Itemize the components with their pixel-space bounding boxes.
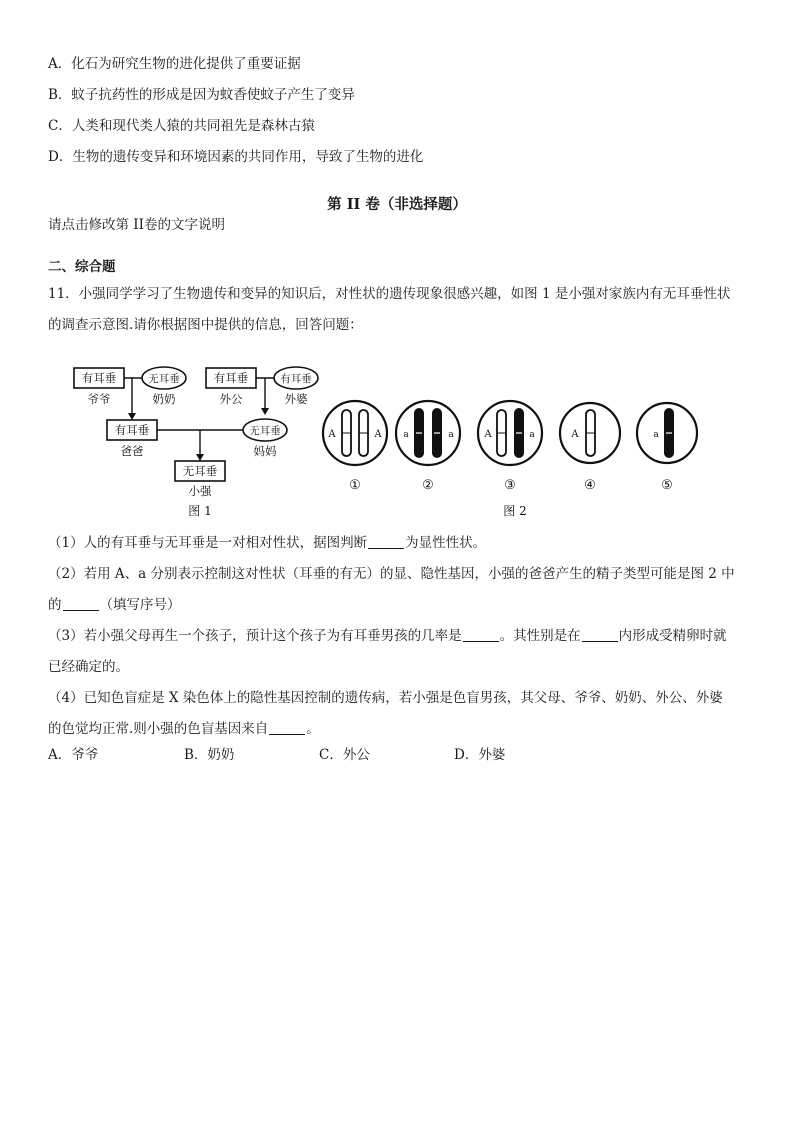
sub-question-2-line2: 的 （填写序号） xyxy=(48,597,181,613)
cell-2-gene-right: a xyxy=(448,430,454,440)
answer-blank-4[interactable] xyxy=(582,627,618,642)
child-label: 小强 xyxy=(188,484,212,498)
section-note: 请点击修改第 II卷的文字说明 xyxy=(48,217,225,233)
cell-3-gene-left: A xyxy=(484,429,492,440)
grandma-trait: 无耳垂 xyxy=(148,373,180,385)
choice-c[interactable]: C．外公 xyxy=(319,747,370,763)
option-b-prev: B．蚊子抗药性的形成是因为蚊香使蚊子产生了变异 xyxy=(48,87,355,103)
sub-question-3-line2: 已经确定的。 xyxy=(48,659,129,675)
mother-trait: 无耳垂 xyxy=(249,425,281,437)
q11-intro-line1: 11．小强同学学习了生物遗传和变异的知识后，对性状的遗传现象很感兴趣，如图 1 是小强对家族内有无耳垂性状 xyxy=(48,286,731,302)
father-label: 爸爸 xyxy=(120,444,144,458)
sub-question-4-line1: （4）已知色盲症是 X 染色体上的隐性基因控制的遗传病，若小强是色盲男孩，其父母、爷爷、奶奶、外公、外婆 xyxy=(48,690,723,706)
answer-blank-1[interactable] xyxy=(368,534,404,549)
choice-a[interactable]: A．爷爷 xyxy=(48,747,99,763)
option-c-prev: C．人类和现代类人猿的共同祖先是森林古猿 xyxy=(48,118,315,134)
figure1-caption: 图 1 xyxy=(188,504,212,518)
answer-blank-3[interactable] xyxy=(463,627,499,642)
choice-d[interactable]: D．外婆 xyxy=(454,747,506,763)
cell-5-gene: a xyxy=(653,430,659,440)
grandma-label: 奶奶 xyxy=(152,392,176,406)
cell-5-number: ⑤ xyxy=(661,478,673,493)
grandpa-trait: 有耳垂 xyxy=(81,371,117,385)
q11-intro-line2: 的调查示意图.请你根据图中提供的信息，回答问题： xyxy=(48,317,363,333)
cell-1-gene-right: A xyxy=(374,429,382,440)
cell-4-number: ④ xyxy=(584,478,596,493)
figure-area xyxy=(60,358,710,523)
answer-blank-5[interactable] xyxy=(269,720,305,735)
part-heading: 二、综合题 xyxy=(48,259,116,275)
sub-question-4-line2: 的色觉均正常.则小强的色盲基因来自 。 xyxy=(48,721,320,737)
figure2-caption: 图 2 xyxy=(503,504,527,518)
mother-label: 妈妈 xyxy=(253,444,277,458)
cell-3-gene-right: a xyxy=(529,430,535,440)
cell-4-gene: A xyxy=(571,429,579,440)
cell-1-gene-left: A xyxy=(328,429,336,440)
maternal-grandpa-label: 外公 xyxy=(219,392,243,406)
maternal-grandma-label: 外婆 xyxy=(284,392,308,406)
sub-question-1: （1）人的有耳垂与无耳垂是一对相对性状，据图判断 为显性性状。 xyxy=(48,535,487,551)
cell-1-number: ① xyxy=(349,478,361,493)
maternal-grandpa-trait: 有耳垂 xyxy=(213,371,249,385)
option-a-prev: A．化石为研究生物的进化提供了重要证据 xyxy=(48,56,301,72)
sub-question-2-line1: （2）若用 A、a 分别表示控制这对性状（耳垂的有无）的显、隐性基因，小强的爸爸产生的精子类型可能是图 2 中 xyxy=(48,566,735,582)
option-d-prev: D．生物的遗传变异和环境因素的共同作用，导致了生物的进化 xyxy=(48,149,424,165)
grandpa-label: 爷爷 xyxy=(87,392,111,406)
child-trait: 无耳垂 xyxy=(182,464,218,478)
answer-blank-2[interactable] xyxy=(63,596,99,611)
cell-2-number: ② xyxy=(422,478,434,493)
chromosome-figure xyxy=(323,401,697,518)
father-trait: 有耳垂 xyxy=(114,423,150,437)
cell-2-gene-left: a xyxy=(403,430,409,440)
pedigree-figure xyxy=(74,367,318,518)
sub-question-3-line1: （3）若小强父母再生一个孩子，预计这个孩子为有耳垂男孩的几率是 。其性别是在 内形成受精卵时就 xyxy=(48,628,727,644)
maternal-grandma-trait: 有耳垂 xyxy=(280,373,312,385)
choice-b[interactable]: B．奶奶 xyxy=(184,747,235,763)
section-title: 第 II 卷（非选择题） xyxy=(327,196,467,213)
cell-3-number: ③ xyxy=(504,478,516,493)
